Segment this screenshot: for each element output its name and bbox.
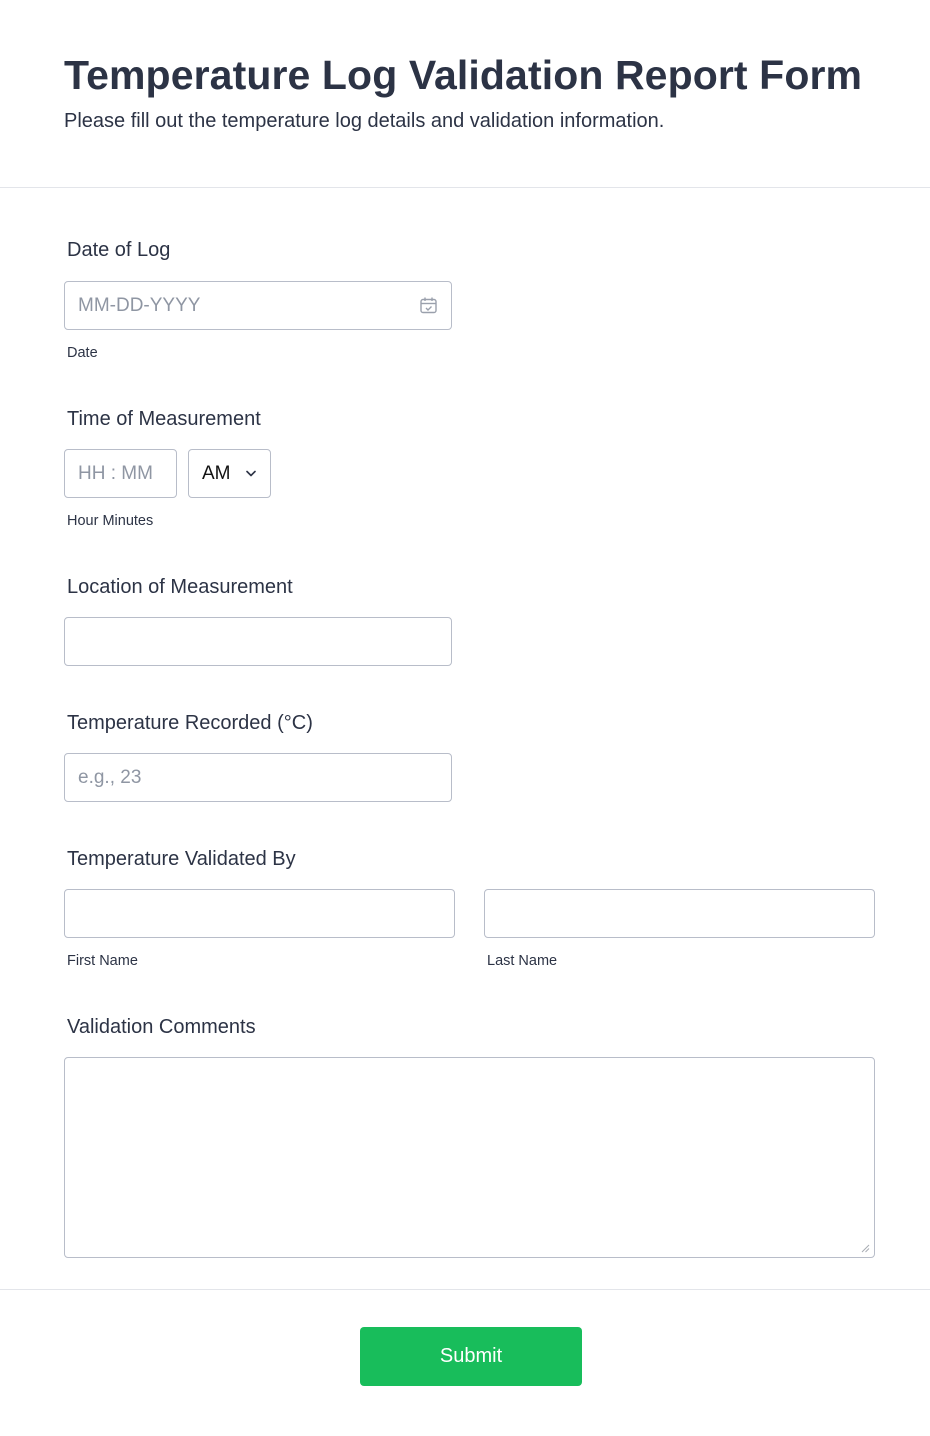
time-sublabel: Hour Minutes xyxy=(67,513,154,529)
chevron-down-icon xyxy=(245,469,257,478)
calendar-icon[interactable] xyxy=(419,296,438,315)
location-label: Location of Measurement xyxy=(67,576,293,598)
first-name-sublabel: First Name xyxy=(67,953,138,969)
last-name-input[interactable] xyxy=(484,889,875,938)
date-sublabel: Date xyxy=(67,345,98,361)
footer-divider xyxy=(0,1289,930,1290)
date-of-log-label: Date of Log xyxy=(67,239,171,261)
time-placeholder: HH : MM xyxy=(78,462,153,484)
form-title: Temperature Log Validation Report Form xyxy=(64,52,863,98)
date-of-log-input[interactable] xyxy=(64,281,452,330)
comments-textarea[interactable] xyxy=(64,1057,875,1258)
form-subtitle: Please fill out the temperature log details and validation information. xyxy=(64,110,665,132)
submit-button[interactable]: Submit xyxy=(360,1327,582,1386)
time-input[interactable] xyxy=(64,449,177,498)
location-input[interactable] xyxy=(64,617,452,666)
first-name-input[interactable] xyxy=(64,889,455,938)
ampm-select[interactable] xyxy=(188,449,271,498)
comments-label: Validation Comments xyxy=(67,1016,256,1038)
validated-by-label: Temperature Validated By xyxy=(67,848,296,870)
form-header xyxy=(0,0,930,188)
ampm-selected-value: AM xyxy=(202,462,231,484)
time-of-measurement-label: Time of Measurement xyxy=(67,408,261,430)
last-name-sublabel: Last Name xyxy=(487,953,558,969)
resize-handle-icon[interactable] xyxy=(860,1243,870,1253)
temperature-input[interactable] xyxy=(64,753,452,802)
temperature-placeholder: e.g., 23 xyxy=(78,766,142,788)
temperature-label: Temperature Recorded (°C) xyxy=(67,712,313,734)
date-placeholder: MM-DD-YYYY xyxy=(78,294,201,316)
